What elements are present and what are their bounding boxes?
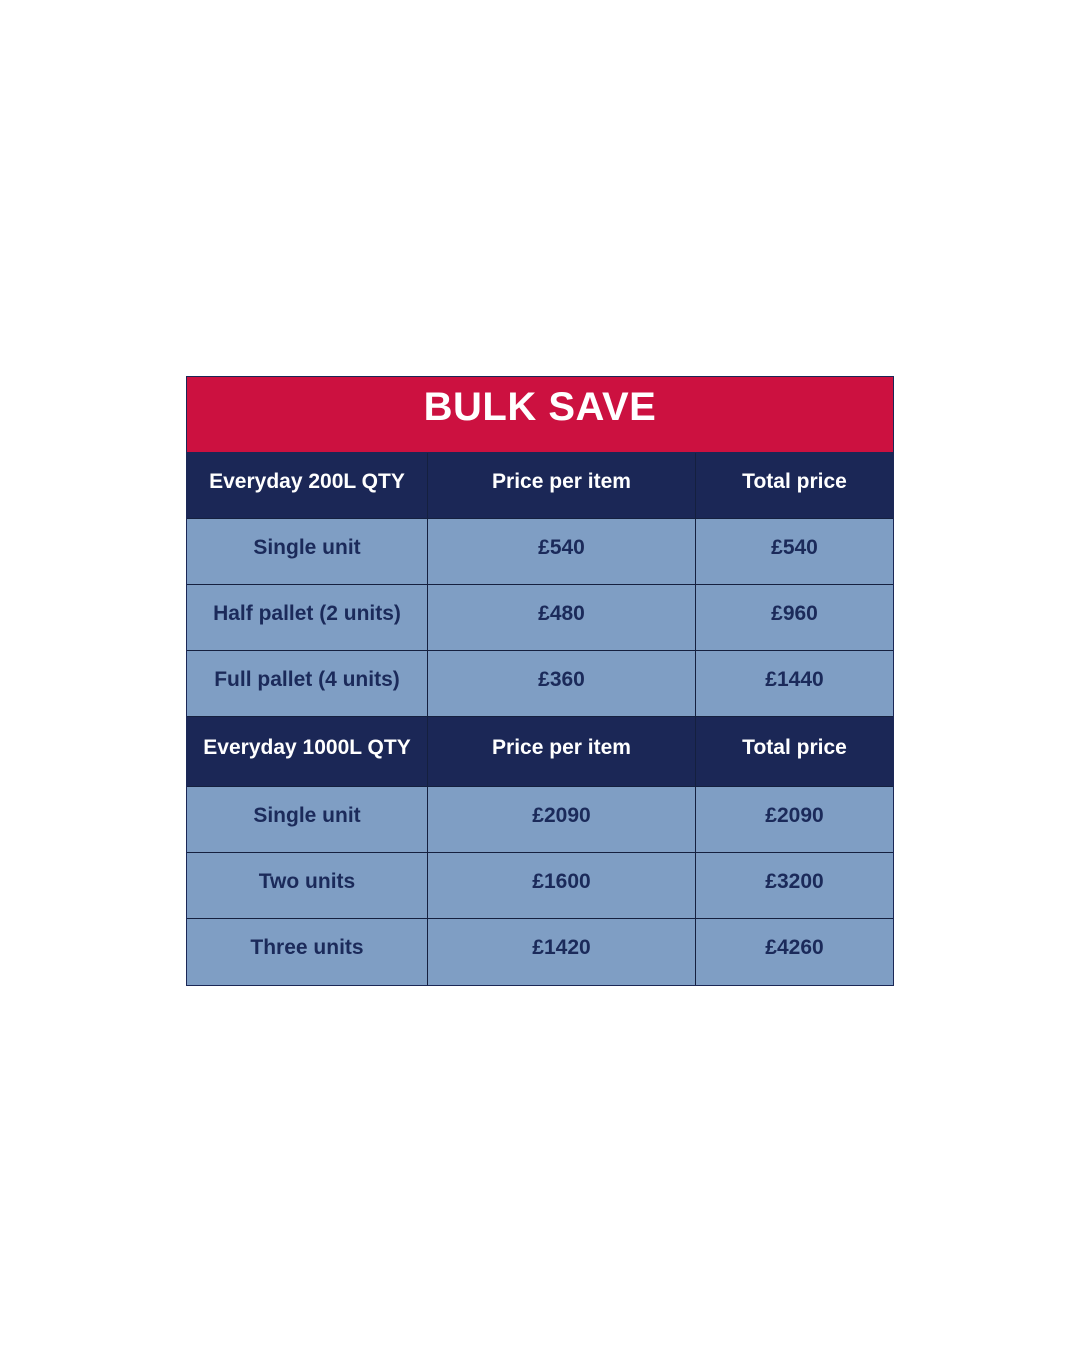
table-row (187, 853, 893, 919)
table-row (187, 519, 893, 585)
table-title: BULK SAVE (187, 377, 893, 453)
table-row (187, 585, 893, 651)
header-total-price: Total price (696, 453, 893, 519)
header-quantity: Everyday 1000L QTY (187, 717, 428, 787)
quantity-cell: Two units (187, 853, 428, 919)
total-price-cell: £4260 (696, 919, 893, 985)
header-total-price: Total price (696, 717, 893, 787)
total-price-cell: £540 (696, 519, 893, 585)
header-price-per-item: Price per item (428, 453, 696, 519)
section-1000l-header-row (187, 717, 893, 787)
quantity-cell: Full pallet (4 units) (187, 651, 428, 717)
price-per-item-cell: £1600 (428, 853, 696, 919)
quantity-cell: Three units (187, 919, 428, 985)
pricing-table (186, 376, 894, 986)
price-per-item-cell: £1420 (428, 919, 696, 985)
quantity-cell: Single unit (187, 519, 428, 585)
total-price-cell: £960 (696, 585, 893, 651)
price-per-item-cell: £360 (428, 651, 696, 717)
table-row (187, 919, 893, 985)
header-quantity: Everyday 200L QTY (187, 453, 428, 519)
total-price-cell: £2090 (696, 787, 893, 853)
price-per-item-cell: £2090 (428, 787, 696, 853)
table-row (187, 787, 893, 853)
quantity-cell: Half pallet (2 units) (187, 585, 428, 651)
section-200l-header-row (187, 453, 893, 519)
quantity-cell: Single unit (187, 787, 428, 853)
table-row (187, 651, 893, 717)
price-per-item-cell: £480 (428, 585, 696, 651)
total-price-cell: £1440 (696, 651, 893, 717)
price-per-item-cell: £540 (428, 519, 696, 585)
total-price-cell: £3200 (696, 853, 893, 919)
header-price-per-item: Price per item (428, 717, 696, 787)
